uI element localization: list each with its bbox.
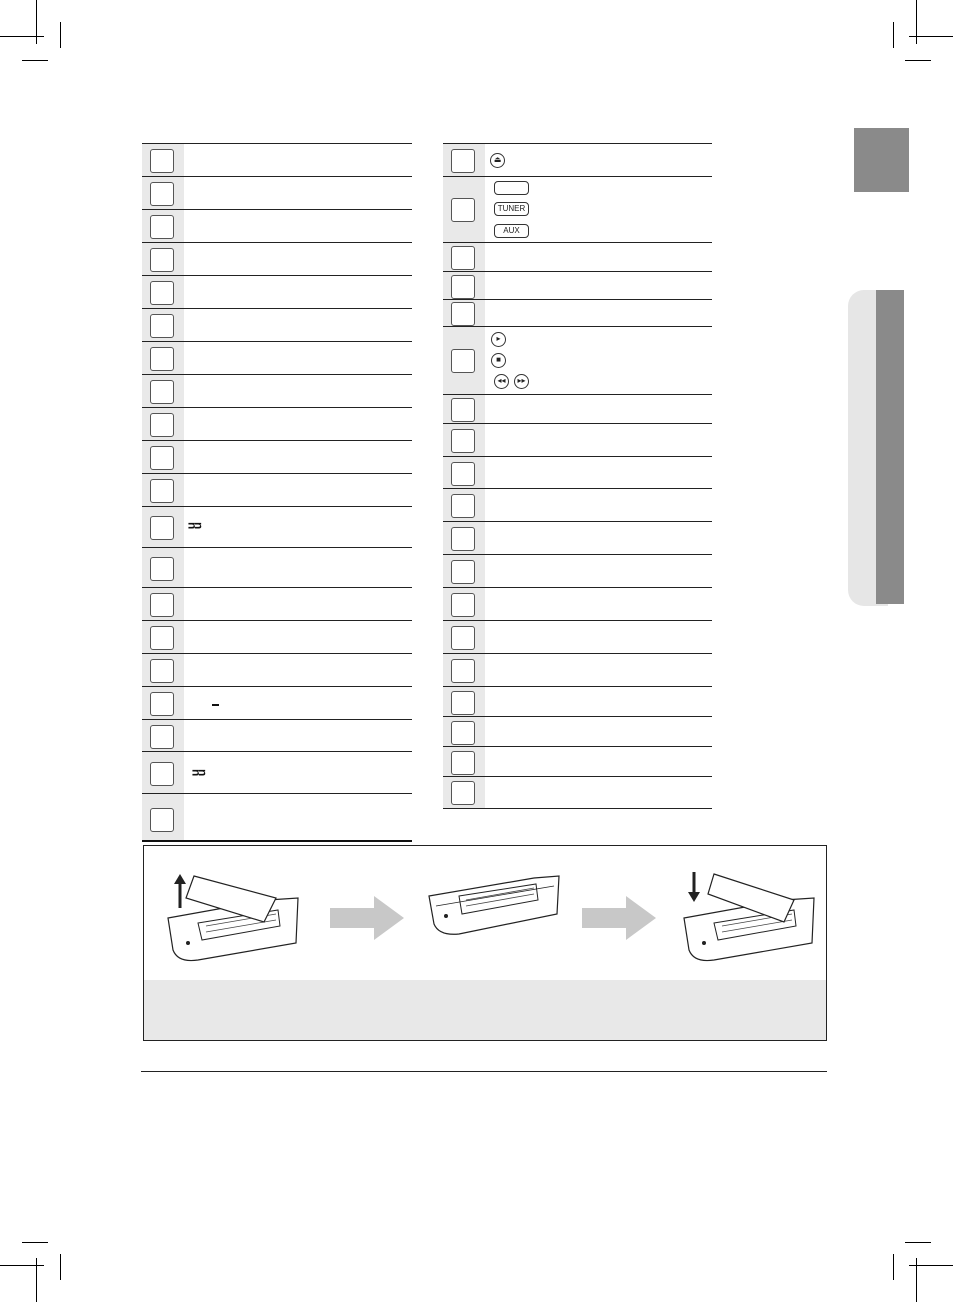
row-number-box	[451, 398, 475, 422]
dash-mark	[212, 704, 219, 706]
row-number-box	[150, 413, 174, 437]
row-number-box	[451, 593, 475, 617]
crop-mark	[905, 1242, 931, 1243]
table-row	[443, 654, 712, 687]
step-arrow-icon	[582, 896, 656, 940]
table-row	[142, 720, 412, 752]
row-number-box	[150, 347, 174, 371]
row-number-box	[451, 349, 475, 373]
table-row	[142, 375, 412, 408]
row-number-box	[150, 516, 174, 540]
remote-close-cover-illustration	[674, 866, 824, 966]
right-function-table	[443, 143, 712, 810]
row-number-box	[451, 560, 475, 584]
table-row	[443, 747, 712, 777]
row-number-box	[150, 182, 174, 206]
crop-mark	[22, 60, 48, 61]
table-row	[443, 300, 712, 327]
row-number-box	[451, 494, 475, 518]
row-number-box	[150, 659, 174, 683]
table-row	[142, 507, 412, 548]
row-number-box	[451, 198, 475, 222]
row-number-box	[150, 248, 174, 272]
eject-button-icon: ⏏	[490, 153, 505, 168]
rewind-button-icon: ◂◂	[494, 374, 509, 389]
table-row	[142, 588, 412, 621]
row-number-box	[150, 762, 174, 786]
crop-mark	[60, 1254, 61, 1280]
row-number-box	[451, 721, 475, 745]
left-function-table	[142, 143, 412, 844]
row-number-box	[150, 215, 174, 239]
crop-mark	[893, 22, 894, 48]
row-number-box	[150, 281, 174, 305]
table-row	[443, 177, 712, 243]
table-row	[142, 177, 412, 210]
row-number-box	[451, 275, 475, 299]
table-row	[142, 474, 412, 507]
crop-mark	[905, 60, 931, 61]
section-divider	[141, 1071, 827, 1072]
row-number-box	[451, 626, 475, 650]
row-number-box	[451, 751, 475, 775]
table-row	[443, 555, 712, 588]
table-row	[142, 144, 412, 177]
row-number-box	[150, 557, 174, 581]
table-row	[443, 777, 712, 809]
table-row	[443, 522, 712, 555]
table-row	[443, 717, 712, 747]
table-row	[443, 144, 712, 177]
table-row	[142, 654, 412, 687]
crop-mark	[909, 1265, 953, 1266]
table-row	[443, 457, 712, 489]
row-number-box	[451, 659, 475, 683]
table-row	[142, 441, 412, 474]
battery-caption-band	[144, 980, 826, 1040]
row-number-box	[451, 302, 475, 326]
crop-mark	[60, 22, 61, 48]
crop-mark	[909, 36, 953, 37]
row-number-box	[451, 527, 475, 551]
row-number-box	[150, 626, 174, 650]
remote-open-cover-illustration	[158, 868, 308, 968]
source-button-icon	[494, 181, 529, 195]
table-row	[142, 621, 412, 654]
step-arrow-icon	[330, 896, 404, 940]
table-row	[142, 752, 412, 794]
row-number-box	[451, 246, 475, 270]
tuner-button-icon: TUNER	[494, 202, 529, 216]
table-row	[443, 588, 712, 621]
row-number-box	[451, 691, 475, 715]
dolby-logo-icon: ᴝᴝ	[192, 765, 205, 779]
fast-forward-button-icon: ▸▸	[514, 374, 529, 389]
crop-mark	[893, 1254, 894, 1280]
table-row	[443, 272, 712, 300]
row-number-box	[150, 808, 174, 832]
table-row	[142, 342, 412, 375]
table-row	[142, 408, 412, 441]
row-number-box	[451, 462, 475, 486]
table-row	[443, 621, 712, 654]
table-row	[142, 243, 412, 276]
row-number-box	[150, 380, 174, 404]
row-number-box	[451, 149, 475, 173]
table-row	[142, 210, 412, 243]
section-tab	[876, 290, 904, 604]
play-button-icon: ▸	[491, 332, 506, 347]
row-number-box	[150, 446, 174, 470]
row-number-box	[150, 314, 174, 338]
remote-insert-batteries-illustration	[424, 866, 564, 961]
row-number-box	[150, 725, 174, 749]
table-row	[443, 687, 712, 717]
table-row	[443, 327, 712, 395]
table-row	[443, 424, 712, 457]
table-row	[443, 489, 712, 522]
aux-button-icon: AUX	[494, 224, 529, 238]
row-number-box	[150, 692, 174, 716]
table-row	[142, 687, 412, 720]
stop-button-icon: ■	[491, 353, 506, 368]
table-row	[142, 309, 412, 342]
table-row	[142, 276, 412, 309]
row-number-box	[150, 149, 174, 173]
battery-installation-panel	[143, 845, 827, 1041]
dolby-logo-icon: ᴝᴝ	[188, 518, 201, 532]
table-row	[142, 548, 412, 588]
chapter-tab	[854, 128, 909, 192]
crop-mark	[916, 0, 917, 44]
row-number-box	[150, 479, 174, 503]
crop-mark	[22, 1242, 48, 1243]
table-row	[142, 794, 412, 842]
crop-mark	[0, 36, 44, 37]
crop-mark	[36, 0, 37, 44]
table-row	[443, 243, 712, 272]
row-number-box	[451, 429, 475, 453]
crop-mark	[0, 1265, 44, 1266]
table-row	[443, 395, 712, 424]
row-number-box	[451, 781, 475, 805]
row-number-box	[150, 593, 174, 617]
